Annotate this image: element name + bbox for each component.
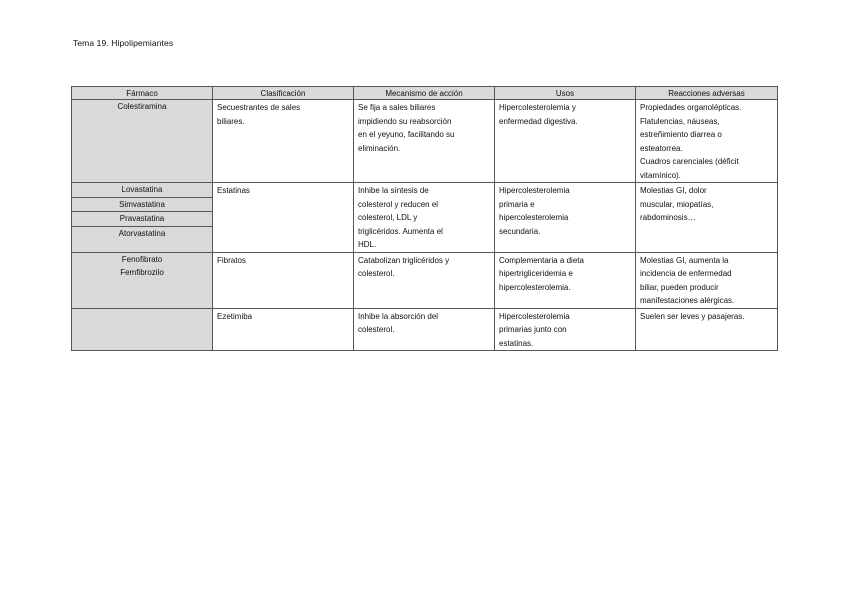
header-reacciones: Reacciones adversas <box>636 87 778 100</box>
cell-text-line: Catabolizan triglicéridos y <box>358 255 450 265</box>
drug-name: Colestiramina <box>117 102 167 111</box>
cell-text-line: colesterol y reducen el <box>358 199 439 209</box>
cell-text-line: primarias junto con <box>499 325 567 334</box>
farmaco-cell <box>72 100 213 183</box>
cell-text-line: colesterol. <box>358 325 395 334</box>
drug-name: Fenofibrato <box>121 254 163 264</box>
clasificacion-cell <box>213 308 354 351</box>
table-body <box>72 100 778 351</box>
farmaco-cell <box>72 252 213 308</box>
clasificacion-cell <box>213 252 354 308</box>
cell-text-line: Se fija a sales biliares <box>358 103 436 112</box>
cell-text-line: Suelen ser leves y pasajeras. <box>640 311 745 321</box>
cell-text-line: muscular, miopatías, <box>640 199 714 209</box>
usos-cell <box>495 100 636 183</box>
cell-text-line: hipertrigliceridemia e <box>499 269 573 278</box>
farmaco-cell <box>72 308 213 351</box>
cell-text-line: primaria e <box>499 199 535 209</box>
cell-text-line: Inhibe la absorción del <box>358 311 439 321</box>
drug-name: Simvastatina <box>72 198 212 213</box>
reacciones-cell <box>636 308 778 351</box>
usos-cell <box>495 308 636 351</box>
cell-text-line: Molestias GI, dolor <box>640 186 707 195</box>
drug-name: Pravastatina <box>72 212 212 227</box>
cell-text-line: Complementaria a dieta <box>499 255 584 265</box>
clasificacion-cell <box>213 183 354 253</box>
cell-text-line: Fibratos <box>217 255 246 265</box>
cell-text-line: manifestaciones alérgicas. <box>640 296 735 305</box>
header-mecanismo: Mecanismo de acción <box>354 87 495 100</box>
cell-text-line: HDL. <box>358 240 377 249</box>
cell-text-line: hipercolesterolemia. <box>499 282 571 292</box>
cell-text-line: eliminación. <box>358 143 401 153</box>
cell-text-line: enfermedad digestiva. <box>499 116 578 126</box>
cell-text-line: biliares. <box>217 116 245 126</box>
usos-cell <box>495 183 636 253</box>
cell-text-line: esteatorrea. <box>640 143 683 153</box>
cell-text-line: Ezetimiba <box>217 311 253 321</box>
cell-text-line: impidiendo su reabsorción <box>358 116 452 126</box>
table-row <box>72 100 778 183</box>
cell-text-line: Estatinas <box>217 186 250 195</box>
cell-text-line: en el yeyuno, facilitando su <box>358 130 455 139</box>
page-title: Tema 19. Hipolipemiantes <box>73 38 174 48</box>
table-row <box>72 252 778 308</box>
cell-text-line: estreñimiento diarrea o <box>640 130 722 139</box>
reacciones-cell <box>636 183 778 253</box>
cell-text-line: Molestias GI, aumenta la <box>640 255 729 265</box>
cell-text-line: secundaria. <box>499 226 541 236</box>
header-clasificacion: Clasificación <box>213 87 354 100</box>
reacciones-cell <box>636 252 778 308</box>
cell-text-line: Secuestrantes de sales <box>217 103 301 112</box>
table-header-row <box>72 87 778 100</box>
cell-text-line: Hipercolesterolemia y <box>499 103 576 112</box>
mecanismo-cell <box>354 183 495 253</box>
drug-name: Femfibrozilo <box>120 268 164 277</box>
header-usos: Usos <box>495 87 636 100</box>
cell-text-line: Inhibe la síntesis de <box>358 186 429 195</box>
cell-text-line: triglicéridos. Aumenta el <box>358 226 443 236</box>
clasificacion-cell <box>213 100 354 183</box>
drug-name: Atorvastatina <box>118 228 166 238</box>
farmaco-cell <box>72 183 213 253</box>
cell-text-line: Propiedades organolépticas. <box>640 103 742 112</box>
cell-text-line: rabdominosis… <box>640 213 696 222</box>
mecanismo-cell <box>354 252 495 308</box>
table-row <box>72 183 778 253</box>
hipolipemiantes-table <box>71 86 778 351</box>
reacciones-cell <box>636 100 778 183</box>
drug-name: Lovastatina <box>72 183 212 198</box>
mecanismo-cell <box>354 308 495 351</box>
cell-text-line: hipercolesterolemia <box>499 213 569 222</box>
cell-text-line: colesterol. <box>358 269 395 278</box>
cell-text-line: incidencia de enfermedad <box>640 269 732 278</box>
mecanismo-cell <box>354 100 495 183</box>
cell-text-line: biliar, pueden producir <box>640 282 719 292</box>
cell-text-line: colesterol, LDL y <box>358 213 418 222</box>
cell-text-line: estatinas. <box>499 338 534 348</box>
cell-text-line: Hipercolesterolemia <box>499 311 570 321</box>
header-farmaco: Fármaco <box>72 87 213 100</box>
usos-cell <box>495 252 636 308</box>
cell-text-line: Hipercolesterolemia <box>499 186 570 195</box>
cell-text-line: Cuadros carenciales (déficit <box>640 157 739 166</box>
cell-text-line: Flatulencias, náuseas, <box>640 116 720 126</box>
cell-text-line: vitamínico). <box>640 170 681 180</box>
table-row <box>72 308 778 351</box>
